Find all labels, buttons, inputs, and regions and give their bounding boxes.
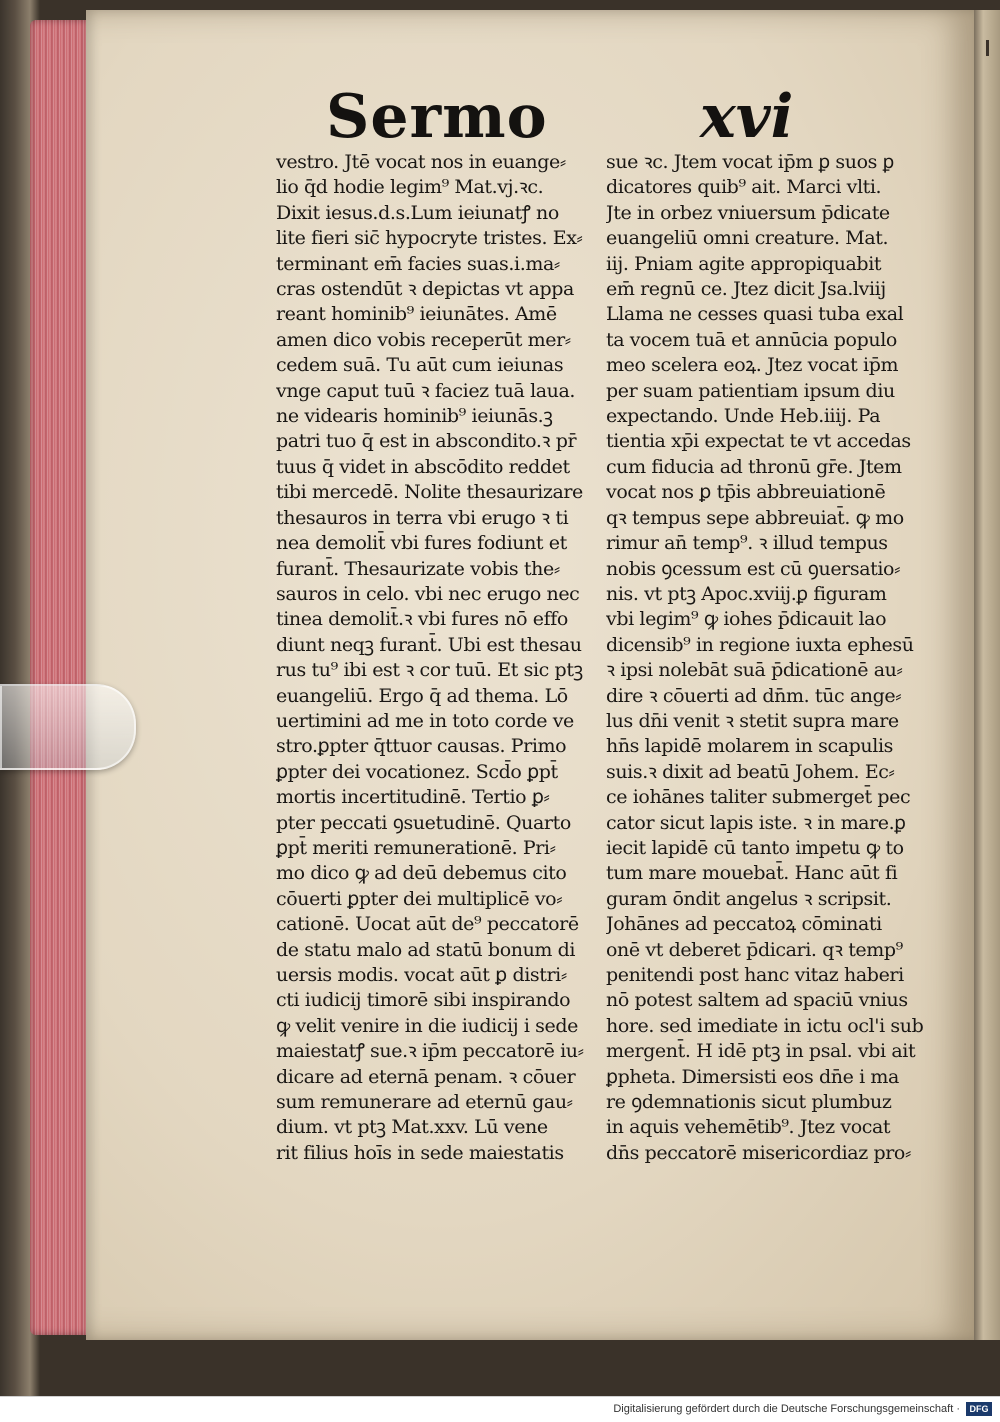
text-line: Johānes ad peccatoꝝ cōminati	[606, 913, 882, 936]
text-line: rit filius hoīs in sede maiestatis	[276, 1141, 564, 1164]
text-line: ꝑpt̄ meriti remunerationē. Pri⸗	[276, 836, 556, 859]
text-line: guram ōndit angelus ꝛ scripsit.	[606, 887, 892, 910]
text-line: meo scelera eoꝝ. Jtez vocat ip̄m	[606, 354, 899, 377]
text-line: rimur an̄ temp⁹. ꝛ illud tempus	[606, 532, 888, 555]
text-line: lio q̄d hodie legim⁹ Mat.vj.ꝛc.	[276, 176, 544, 199]
text-line: em̄ regnū ce. Jtez dicit Jsa.lviij	[606, 278, 886, 301]
text-line: cator sicut lapis iste. ꝛ in mare.ꝑ	[606, 811, 906, 834]
heading-number: xvi	[700, 82, 794, 152]
text-line: lite fieri sic̄ hypocryte tristes. Ex⸗	[276, 227, 583, 250]
text-line: thesauros in terra vbi erugo ꝛ ti	[276, 506, 569, 529]
running-heading	[86, 72, 974, 162]
text-line: tientia xp̄i expectat te vt accedas	[606, 430, 911, 453]
text-line: euangeliū. Ergo q̄ ad thema. Lō	[276, 684, 568, 707]
text-line: per suam patientiam ipsum diu	[606, 379, 895, 402]
text-line: stro.ꝑpter q̄ttuor causas. Primo	[276, 735, 567, 758]
text-line: onē vt deberet p̄dicari. qꝛ temp⁹	[606, 938, 903, 961]
text-line: hn̄s lapidē molarem in scapulis	[606, 735, 893, 758]
text-column-left	[276, 150, 616, 1166]
text-line: iecit lapidē cū tanto impetu ꝙ to	[606, 836, 904, 859]
text-line: patri tuo q̄ est in abscondito.ꝛ pr̄	[276, 430, 577, 453]
text-line: in aquis vehemētib⁹. Jtez vocat	[606, 1116, 891, 1139]
text-line: reant hominib⁹ ieiunātes. Amē	[276, 303, 557, 326]
text-line: maiestatꝭ sue.ꝛ ip̄m peccatorē iu⸗	[276, 1040, 584, 1063]
text-line: dire ꝛ cōuerti ad dn̄m. tūc ange⸗	[606, 684, 902, 707]
text-line: terminant em̄ facies suas.i.ma⸗	[276, 252, 560, 275]
text-line: uersis modis. vocat aūt ꝑ distri⸗	[276, 964, 567, 986]
text-line: suis.ꝛ dixit ad beatū Johem. Ec⸗	[606, 760, 895, 783]
text-line: tuus q̄ videt in abscōdito reddet	[276, 455, 570, 478]
page	[86, 10, 974, 1340]
text-line: diunt neqꝫ furant̄. Ubi est thesau	[276, 633, 582, 656]
text-line: rus tu⁹ ibi est ꝛ cor tuū. Et sic ptꝫ	[276, 659, 583, 682]
text-line: ne videaris hominib⁹ ieiunās.ꝫ	[276, 405, 553, 428]
text-line: dium. vt ptꝫ Mat.xxv. Lū vene	[276, 1116, 548, 1139]
page-edges	[30, 20, 88, 1335]
text-line: mortis incertitudinē. Tertio ꝑ⸗	[276, 786, 550, 809]
text-line: cedem suā. Tu aūt cum ieiunas	[276, 354, 564, 377]
text-line: cum fiducia ad thronū gr̄e. Jtem	[606, 455, 902, 478]
text-line: vbi legim⁹ ꝙ iohes p̄dicauit lao	[606, 608, 887, 631]
text-line: qꝛ tempus sepe abbreuiat̄. ꝙ mo	[606, 506, 904, 529]
text-line: tinea demolit̄.ꝛ vbi fures nō effo	[276, 608, 568, 631]
text-line: nō potest saltem ad spaciū vnius	[606, 989, 908, 1012]
text-line: ce iohānes taliter submerget̄ pec	[606, 786, 911, 809]
text-line: dicatores quib⁹ ait. Marci vlti.	[606, 176, 882, 199]
text-line: cti iudicij timorē sibi inspirando	[276, 989, 571, 1012]
text-line: dicensib⁹ in regione iuxta ephesū	[606, 633, 914, 656]
text-line: mo dico ꝙ ad deū debemus cito	[276, 862, 567, 885]
text-line: Llama ne cesses quasi tuba exal	[606, 303, 904, 326]
text-line: sum remunerare ad eternū gau⸗	[276, 1091, 573, 1114]
text-line: tibi mercedē. Nolite thesaurizare	[276, 481, 583, 504]
text-line: iij. Pniam agite appropiquabit	[606, 252, 882, 275]
text-line: vnge caput tuū ꝛ faciez tuā laua.	[276, 379, 576, 402]
text-line: vocat nos ꝑ tp̄is abbreuiationē	[606, 481, 886, 504]
dfg-logo: DFG	[966, 1402, 992, 1416]
text-line: amen dico vobis receperūt mer⸗	[276, 328, 571, 351]
text-line: nea demolit̄ vbi fures fodiunt et	[276, 532, 567, 555]
text-line: euangeliū omni creature. Mat.	[606, 227, 889, 250]
text-line: dn̄s peccatorē misericordiaz pro⸗	[606, 1141, 911, 1164]
text-line: sue ꝛc. Jtem vocat ip̄m ꝑ suos ꝑ	[606, 151, 894, 173]
text-line: dicare ad eternā penam. ꝛ cōuer	[276, 1065, 576, 1088]
text-line: furant̄. Thesaurizate vobis the⸗	[276, 557, 560, 580]
text-line: ꝛ ipsi nolebāt suā p̄dicationē au⸗	[606, 659, 903, 682]
text-line: cras ostendūt ꝛ depictas vt appa	[276, 278, 574, 301]
text-line: vestro. Jtē vocat nos in euange⸗	[276, 151, 566, 173]
text-line: cōuerti ꝑpter dei multiplicē vo⸗	[276, 887, 563, 910]
text-line: tum mare mouebat̄. Hanc aūt fi	[606, 862, 898, 885]
text-line: sauros in celo. vbi nec erugo nec	[276, 582, 580, 605]
heading-sermo: Sermo	[326, 82, 548, 152]
text-line: cationē. Uocat aūt de⁹ peccatorē	[276, 913, 579, 936]
text-line: re ꝯdemnationis sicut plumbuz	[606, 1091, 892, 1114]
text-line: ꝑpter dei vocationez. Scd̄o ꝑpt̄	[276, 760, 558, 783]
text-line: hore. sed imediate in ictu ocl'i sub	[606, 1014, 924, 1037]
text-line: ꝑpheta. Dimersisti eos dn̄e i ma	[606, 1065, 899, 1088]
text-line: pter peccati ꝯsuetudinē. Quarto	[276, 811, 571, 834]
text-line: penitendi post hanc vitaz haberi	[606, 964, 904, 986]
text-column-right	[606, 150, 946, 1166]
footer-bar	[0, 1396, 1000, 1422]
text-line: Dixit iesus.d.s.Lum ieiunatꝭ no	[276, 201, 559, 224]
text-line: ꝙ velit venire in die iudicij i sede	[276, 1014, 578, 1037]
text-line: uertimini ad me in toto corde ve	[276, 709, 574, 732]
facing-page-edge	[972, 10, 1000, 1340]
text-line: expectando. Unde Heb.iiij. Pa	[606, 405, 881, 428]
text-line: lus dn̄i venit ꝛ stetit supra mare	[606, 709, 899, 732]
text-line: nis. vt ptꝫ Apoc.xviij.ꝑ figuram	[606, 582, 887, 605]
text-line: de statu malo ad statū bonum di	[276, 938, 576, 961]
text-line: nobis ꝯcessum est cū ꝯuersatio⸗	[606, 557, 900, 580]
text-line: ta vocem tuā et annūcia populo	[606, 328, 897, 351]
page-clip	[0, 684, 136, 770]
text-line: mergent̄. H idē ptꝫ in psal. vbi ait	[606, 1040, 916, 1063]
text-line: Jte in orbez vniuersum p̄dicate	[606, 201, 890, 224]
footer-credit: Digitalisierung gefördert durch die Deutsche Forschungsgemeinschaft ·	[613, 1403, 960, 1415]
